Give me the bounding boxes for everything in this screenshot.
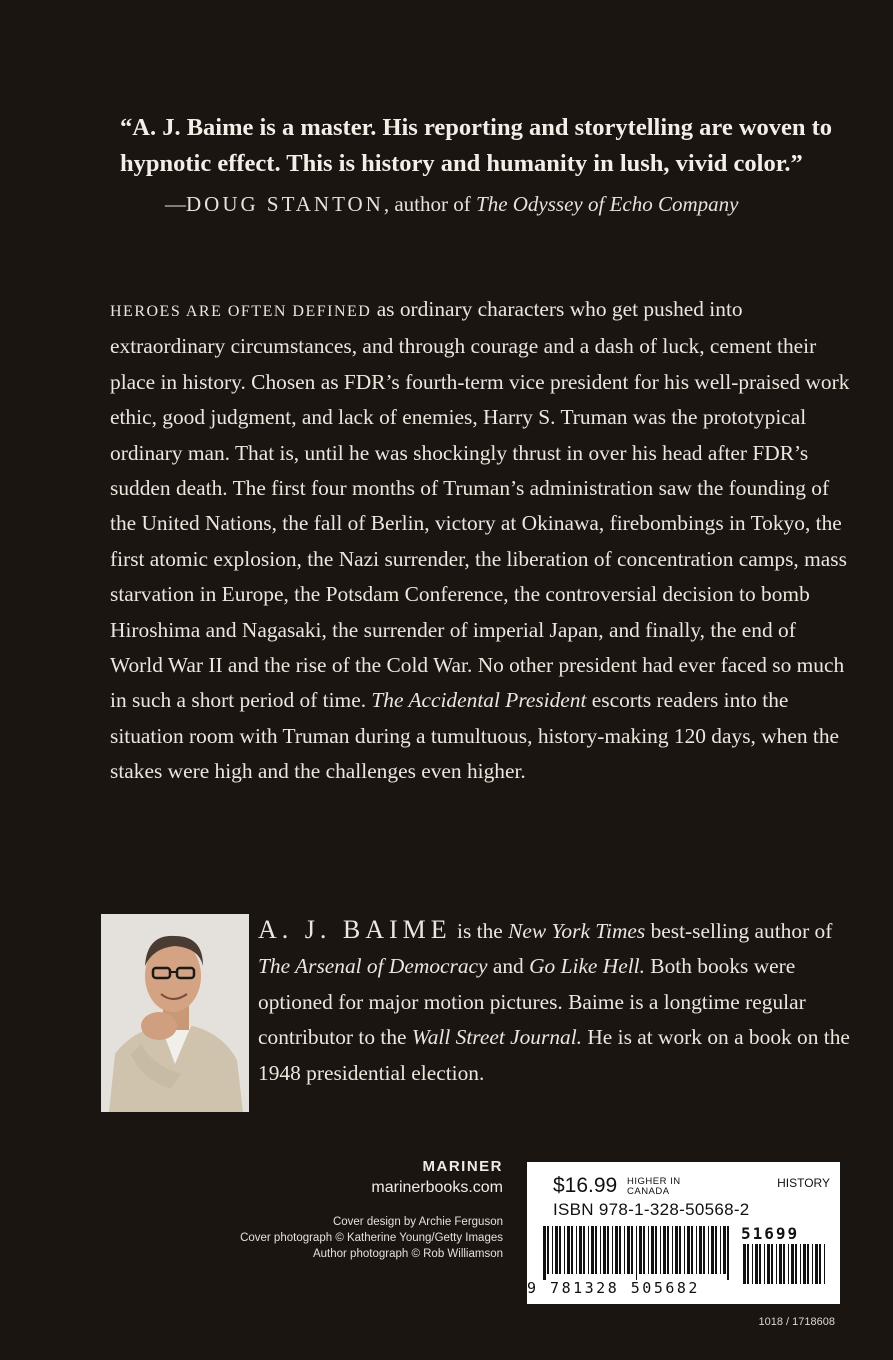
barcode-bar <box>788 1244 789 1284</box>
barcode-bar <box>687 1226 690 1274</box>
barcode-bar <box>815 1244 818 1284</box>
barcode-bar <box>699 1226 702 1274</box>
barcode-bar <box>795 1244 797 1284</box>
barcode-bar <box>764 1244 765 1284</box>
barcode-bar <box>624 1226 625 1274</box>
barcode-bar <box>684 1226 685 1274</box>
barcode-bar <box>636 1226 637 1280</box>
barcode-bar <box>675 1226 678 1274</box>
barcode-bar <box>679 1226 681 1274</box>
barcode-bar <box>583 1226 585 1274</box>
barcode-bar <box>791 1244 794 1284</box>
barcode-bar <box>655 1226 657 1274</box>
barcode-bar <box>631 1226 633 1274</box>
ean-barcode <box>541 1226 731 1280</box>
attribution-work: The Odyssey of Echo Company <box>476 192 739 216</box>
barcode-bar <box>619 1226 621 1274</box>
publisher-url[interactable]: marinerbooks.com <box>371 1179 503 1196</box>
barcode-bar <box>779 1244 782 1284</box>
barcode-bar <box>727 1226 729 1280</box>
bio-book1: The Arsenal of Democracy <box>258 954 488 979</box>
barcode-bar <box>588 1226 589 1274</box>
barcode-bar <box>819 1244 821 1284</box>
ean-digits: 9 781328 505682 <box>527 1279 700 1297</box>
barcode-bar <box>771 1244 773 1284</box>
print-code: 1018 / 1718608 <box>758 1316 835 1328</box>
credit-author-photo: Author photograph © Rob Williamson <box>312 1248 503 1260</box>
barcode-bar <box>691 1226 693 1274</box>
barcode-bar <box>747 1244 749 1284</box>
higher-in-canada: HIGHER IN CANADA <box>627 1176 681 1197</box>
barcode-box <box>527 1162 840 1304</box>
barcode-bar <box>607 1226 609 1274</box>
barcode-bar <box>807 1244 809 1284</box>
bio-text-3: and <box>487 954 530 979</box>
barcode-bar <box>552 1226 553 1274</box>
isbn-text: ISBN 978-1-328-50568-2 <box>553 1200 750 1219</box>
barcode-bar <box>547 1226 549 1274</box>
blurb-part1: as ordinary characters who get pushed into extraordinary circumstances, and through courage and a dash of luck, cement their place in history. Chosen as FDR’s fourth-term vice president for his well-praised work ethic, good judgment, and lack of enemies, Harry S. Truman was the prototypical ordinary man. That is, until he was shockingly thrust in over his head after FDR’s sudden death. The first four months of Truman’s administration saw the founding of the United Nations, the fall of Berlin, victory at Okinawa, firebombings in Tokyo, the first atomic explosion, the Nazi surrender, the liberation of concentration camps, mass starvation in Europe, the Potsdam Conference, the controversial decision to bomb Hiroshima and Nagasaki, the surrender of imperial Japan, and finally, the end of World War II and the rise of the Cold War. No other president had ever faced so much in such a short period of time. <box>110 297 850 713</box>
bio-text-4: Both books were optioned for major motion pictures. Baime is a longtime regular contributor to the <box>258 954 806 1050</box>
quote-attribution <box>165 192 865 217</box>
bio-author-name: A. J. BAIME <box>258 915 452 944</box>
barcode-bar <box>776 1244 777 1284</box>
blurb-lead-in: HEROES ARE OFTEN DEFINED <box>110 303 372 320</box>
barcode-bar <box>696 1226 697 1274</box>
barcode-bar <box>567 1226 570 1274</box>
attribution-dash: — <box>165 192 186 216</box>
author-photo <box>101 914 249 1112</box>
barcode-bar <box>643 1226 645 1274</box>
publisher-block <box>371 1158 503 1197</box>
attribution-name: DOUG STANTON <box>186 192 384 216</box>
price-barcode <box>741 1244 829 1290</box>
barcode-bar <box>600 1226 601 1274</box>
barcode-bar <box>627 1226 630 1274</box>
endorsement-quote: “A. J. Baime is a master. His reporting and storytelling are woven to hypnotic effect. This is history and humanity in lush, vivid color.” <box>120 114 833 177</box>
author-bio <box>258 912 858 1091</box>
price-code-digits: 51699 <box>741 1224 800 1243</box>
price: $16.99 <box>553 1174 618 1197</box>
barcode-bar <box>612 1226 613 1274</box>
barcode-bar <box>767 1244 770 1284</box>
barcode-bar <box>824 1244 825 1284</box>
barcode-bar <box>579 1226 582 1274</box>
credits-block <box>240 1214 503 1262</box>
credit-cover-design: Cover design by Archie Ferguson <box>332 1216 503 1228</box>
barcode-bar <box>615 1226 618 1274</box>
barcode-bar <box>703 1226 705 1274</box>
barcode-bar <box>660 1226 661 1274</box>
barcode-bar <box>571 1226 573 1274</box>
barcode-bar <box>759 1244 761 1284</box>
bio-nyt: New York Times <box>508 919 646 943</box>
attribution-middle: , author of <box>383 192 477 216</box>
barcode-bar <box>752 1244 753 1284</box>
bio-text-5: He is at work on a book on the 1948 presidential election. <box>258 1025 850 1085</box>
barcode-bar <box>663 1226 666 1274</box>
bio-book2: Go Like Hell. <box>529 954 645 979</box>
barcode-bar <box>743 1244 746 1284</box>
barcode-bar <box>559 1226 561 1274</box>
credit-cover-photo: Cover photograph © Katherine Young/Getty Images <box>240 1232 503 1244</box>
bio-text-1: is the <box>451 919 509 943</box>
barcode-bar <box>543 1226 546 1280</box>
book-description <box>110 292 850 790</box>
barcode-bar <box>800 1244 801 1284</box>
barcode-bar <box>783 1244 785 1284</box>
category: HISTORY <box>777 1176 830 1190</box>
author-portrait-image <box>101 914 249 1112</box>
barcode-bar <box>603 1226 606 1274</box>
blurb-part2: escorts readers into the situation room with Truman during a tumultuous, history-making 120 days, when the stakes were high and the challenges even higher. <box>110 688 840 784</box>
publisher-name: MARINER <box>422 1158 503 1175</box>
barcode-bar <box>667 1226 669 1274</box>
barcode-bar <box>803 1244 806 1284</box>
barcode-bar <box>555 1226 558 1274</box>
barcode-bar <box>723 1226 726 1274</box>
bio-text-2: best-selling author of <box>645 919 833 943</box>
barcode-bar <box>812 1244 813 1284</box>
barcode-bar <box>755 1244 758 1284</box>
barcode-bar <box>651 1226 654 1274</box>
barcode-bar <box>715 1226 717 1274</box>
barcode-bar <box>591 1226 594 1274</box>
barcode-bar <box>576 1226 577 1274</box>
barcode-bar <box>648 1226 649 1274</box>
barcode-bar <box>639 1226 642 1274</box>
barcode-bar <box>711 1226 714 1274</box>
blurb-book-title: The Accidental President <box>371 688 587 713</box>
barcode-bar <box>564 1226 565 1274</box>
bio-wsj: Wall Street Journal. <box>411 1025 582 1050</box>
barcode-bar <box>595 1226 597 1274</box>
barcode-bar <box>708 1226 709 1274</box>
barcode-bar <box>720 1226 721 1274</box>
barcode-bar <box>672 1226 673 1274</box>
